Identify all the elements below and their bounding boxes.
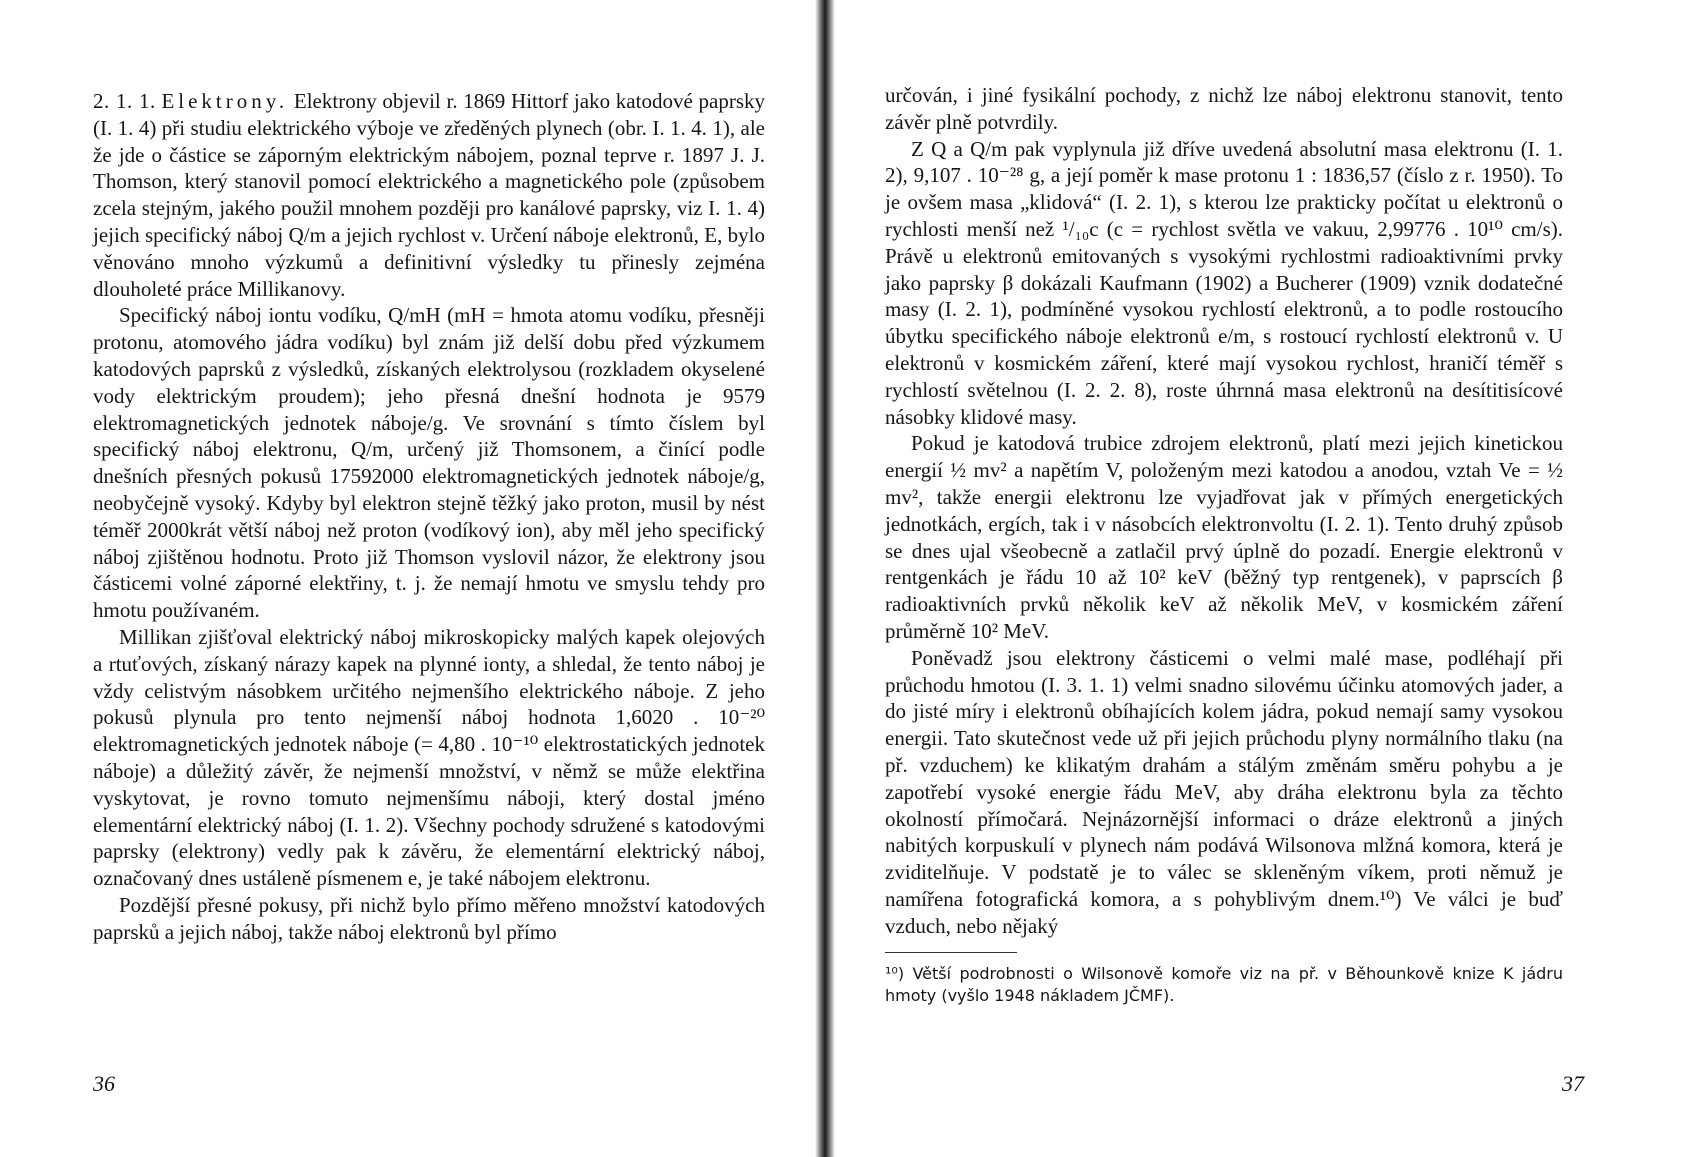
paragraph: Specifický náboj iontu vodíku, Q/mH (mH = hmota atomu vodíku, přesněji protonu, atomového jádra vodíku) byl znám již delší dobu před výzkumem katodových paprsků z výsledků, získaných elektrolysou (rozkladem okyselené vody elektrickým proudem); jeho přesná dnešní hodnota je 9579 elektromagnetických jednotek náboje/g. Ve srovnání s tímto číslem byl specifický náboj elektronu, Q/m, určený již Thomsonem, a činící podle dnešních přesných pokusů 17592000 elektromagnetických jednotek náboje/g, neobyčejně vysoký. Kdyby byl elektron stejně těžký jako proton, musil by nést téměř 2000krát větší náboj než proton (vodíkový ion), aby měl jeho specifický náboj zjištěnou hodnotu. Proto již Thomson vyslovil názor, že elektrony jsou částicemi volné záporné elektřiny, t. j. že nemají hmotu ve smyslu tehdy pro hmotu používaném. xyxy=(93,303,765,623)
footnote: ¹⁰) Větší podrobnosti o Wilsonově komoře viz na př. v Běhounkově knize K jádru hmoty (vyšlo 1948 nákladem JČMF). xyxy=(885,963,1563,1005)
paragraph: Pokud je katodová trubice zdrojem elektronů, platí mezi jejich kinetickou energií ½ mv² a napětím V, položeným mezi katodou a anodou, vztah Ve = ½ mv², takže energii elektronu lze vyjadřovat jak v přímých energetických jednotkách, ergích, tak i v násobcích elektronvoltu (I. 2. 1). Tento druhý způsob se dnes ujal všeobecně a zatlačil prvý úplně do pozadí. Energie elektronů v rentgenkách je řádu 10 až 10² keV (běžný typ rentgenek), v paprscích β radioaktivních prvků několik keV až několik MeV, v kosmickém záření průměrně 10² MeV. xyxy=(885,431,1563,643)
page-number: 37 xyxy=(1562,1071,1584,1096)
page-number: 36 xyxy=(93,1071,115,1096)
right-text-column xyxy=(885,82,1563,1007)
paragraph: Pozdější přesné pokusy, při nichž bylo přímo měřeno množství katodových paprsků a jejich náboj, takže náboj elektronů byl přímo xyxy=(93,892,765,944)
left-text-column xyxy=(93,88,765,946)
paragraph: určován, i jiné fysikální pochody, z nichž lze náboj elektronu stanovit, tento závěr plně potvrdily. xyxy=(885,83,1563,134)
left-page xyxy=(0,0,815,1157)
book-spine-gutter xyxy=(815,0,835,1157)
footnote-divider xyxy=(885,952,1017,953)
paragraph: Z Q a Q/m pak vyplynula již dříve uvedená absolutní masa elektronu (I. 1. 2), 9,107 . 10⁻²⁸ g, a její poměr k mase protonu 1 : 1836,57 (číslo z r. 1950). To je ovšem masa „klidová“ (I. 2. 1), s kterou lze prakticky počítat u elektronů o rychlosti menší než ¹/₁₀c (c = rychlost světla ve vakuu, 2,99776 . 10¹⁰ cm/s). Právě u elektronů emitovaných s vysokými rychlostmi radioaktivními prvky jako paprsky β dokázali Kaufmann (1902) a Bucherer (1909) vznik dodatečné masy (I. 2. 1), podmíněné vysokou rychlostí elektronů, a to podle rostoucího úbytku specifického náboje elektronů e/m, s rostoucí rychlostí elektronů v. U elektronů v kosmickém záření, které mají vysokou rychlost, hraničí téměř s rychlostí světelnou (I. 2. 2. 8), roste úhrnná masa elektronů na desítitisícové násobky klidové masy. xyxy=(885,136,1563,429)
right-page xyxy=(835,0,1695,1157)
section-title: Elektrony. xyxy=(161,89,289,113)
paragraph: Poněvadž jsou elektrony částicemi o velmi malé mase, podléhají při průchodu hmotou (I. 3. 1. 1) velmi snadno silovému účinku atomových jader, a do jisté míry i elektronů obíhajících kolem jádra, pokud nemají samy vysokou energii. Tato skutečnost vede už při jejich průchodu plyny normálního tlaku (na př. vzduchem) ke klikatým drahám a stálým změnám směru pohybu a je zapotřebí vysoké energie řádu MeV, aby dráha elektronu byla za těchto okolností přímočará. Nejnázornější informaci o dráze elektronů a jiných nabitých korpuskulí v plynech nám podává Wilsonova mlžná komora, která je zviditelňuje. V podstatě je to válec se skleněným víkem, proti němuž je namířena fotografická komora, a s pohyblivým dnem.¹⁰) Ve válci je buď vzduch, nebo nějaký xyxy=(885,645,1563,938)
paragraph: Millikan zjišťoval elektrický náboj mikroskopicky malých kapek olejových a rtuťových, získaný nárazy kapek na plynné ionty, a shledal, že tento náboj je vždy celistvým násobkem určitého nejmenšího elektrického náboje. Z jeho pokusů plynula pro tento nejmenší náboj hodnota 1,6020 . 10⁻²⁰ elektromagnetických jednotek náboje (= 4,80 . 10⁻¹⁰ elektrostatických jednotek náboje) a důležitý závěr, že nejmenší množství, v němž se může elektřina vyskytovat, je rovno tomuto nejmenšímu náboji, který dostal jméno elementární elektrický náboj (I. 1. 2). Všechny pochody sdružené s katodovými paprsky (elektrony) vedly pak k závěru, že elementární elektrický náboj, označovaný dnes ustáleně písmenem e, je také nábojem elektronu. xyxy=(93,624,765,891)
section-number: 2. 1. 1. xyxy=(93,89,156,113)
section-heading-paragraph xyxy=(93,88,765,302)
paragraph: Elektrony objevil r. 1869 Hittorf jako katodové paprsky (I. 1. 4) při studiu elektrického výboje ve zředěných plynech (obr. I. 1. 4. 1), ale že jde o částice se záporným elektrickým nábojem, poznal teprve r. 1897 J. J. Thomson, který stanovil pomocí elektrického a magnetického pole (způsobem zcela stejným, jakého použil mnohem později pro kanálové paprsky, viz I. 1. 4) jejich specifický náboj Q/m a jejich rychlost v. Určení náboje elektronů, E, bylo věnováno mnoho výzkumů a definitivní výsledky tu přinesly zejména dlouholeté práce Millikanovy. xyxy=(93,89,766,301)
